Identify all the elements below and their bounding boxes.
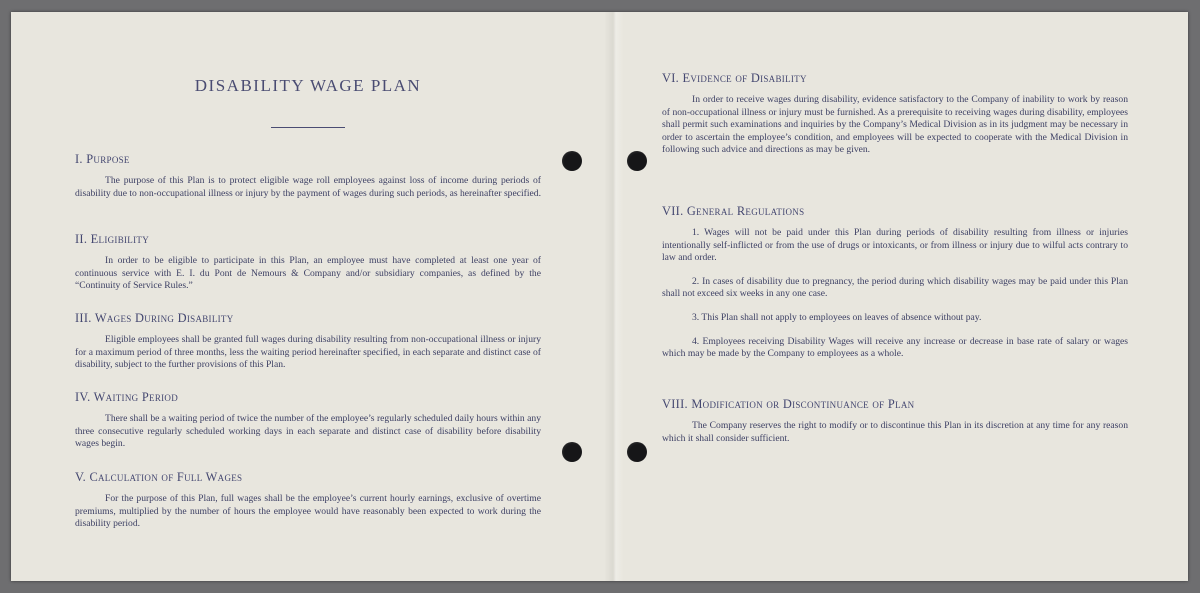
punch-hole xyxy=(562,151,582,171)
section-heading: II. Eligibility xyxy=(75,232,149,246)
punch-hole xyxy=(627,151,647,171)
title-divider xyxy=(271,127,345,128)
section-modification-or-discontinuance xyxy=(662,397,1128,445)
section-evidence-of-disability xyxy=(662,71,1128,157)
section-paragraph: There shall be a waiting period of twice the number of the employee’s regularly scheduled daily hours within any three consecutive regularly scheduled working days in each separate and distinct case of disability before disability wages begin. xyxy=(75,413,541,450)
section-paragraph: The Company reserves the right to modify or to discontinue this Plan in its discretion at any time for any reason which it shall consider sufficient. xyxy=(662,420,1128,444)
section-heading: I. Purpose xyxy=(75,152,130,166)
punch-hole xyxy=(562,442,582,462)
section-heading: VII. General Regulations xyxy=(662,204,805,218)
regulation-paragraph: 3. This Plan shall not apply to employees on leaves of absence without pay. xyxy=(692,311,982,323)
section-heading: VIII. Modification or Discontinuance of Plan xyxy=(662,397,915,411)
regulation-paragraph: 2. In cases of disability due to pregnancy, the period during which disability wages may be paid under this Plan shall not exceed six weeks in any one case. xyxy=(662,275,1128,300)
section-heading: III. Wages During Disability xyxy=(75,311,234,325)
section-general-regulations xyxy=(662,204,1128,361)
section-wages-during-disability xyxy=(75,311,541,372)
section-paragraph: In order to receive wages during disability, evidence satisfactory to the Company of inability to work by reason of non-occupational illness or injury must be furnished. As a prerequisite to receiving wages during disability, employees shall permit such examinations and inquiries by the Company’s Medical Division as in its judgment may be necessary in order to ascertain the employee’s condition, and employees will be expected to cooperate with the Medical Division in following such advice and directions as may be given. xyxy=(662,94,1128,156)
section-paragraph: For the purpose of this Plan, full wages shall be the employee’s current hourly earnings, exclusive of overtime premiums, multiplied by the number of hours the employee would have reasonably been expected to work during the disability period. xyxy=(75,493,541,530)
center-fold xyxy=(604,12,624,581)
section-calculation-of-full-wages xyxy=(75,470,541,531)
punch-hole xyxy=(627,442,647,462)
section-paragraph: The purpose of this Plan is to protect eligible wage roll employees against loss of income during periods of disability due to non-occupational illness or injury by the payment of wages during such periods, as hereinafter specified. xyxy=(75,175,541,199)
section-heading: VI. Evidence of Disability xyxy=(662,71,807,85)
document-title: DISABILITY WAGE PLAN xyxy=(194,76,422,95)
regulation-paragraph: 1. Wages will not be paid under this Plan during periods of disability resulting from illness or injuries intentionally self-inflicted or from the use of drugs or intoxicants, or from illness or injury due to wilful acts contrary to law and order. xyxy=(662,227,1128,264)
section-eligibility xyxy=(75,232,541,293)
section-paragraph: Eligible employees shall be granted full wages during disability resulting from non-occupational illness or injury for a maximum period of three months, less the waiting period hereinafter specified, in each separate and distinct case of disability, subject to the further provisions of this Plan. xyxy=(75,334,541,371)
section-purpose xyxy=(75,152,541,200)
document-sheet xyxy=(11,12,1188,581)
section-heading: IV. Waiting Period xyxy=(75,390,179,404)
section-heading: V. Calculation of Full Wages xyxy=(75,470,243,484)
section-waiting-period xyxy=(75,390,541,451)
regulation-paragraph: 4. Employees receiving Disability Wages will receive any increase or decrease in base rate of salary or wages which may be made by the Company to employees as a whole. xyxy=(662,335,1128,360)
section-paragraph: In order to be eligible to participate in this Plan, an employee must have completed at least one year of continuous service with E. I. du Pont de Nemours & Company and/or subsidiary companies, as defined by the “Continuity of Service Rules.” xyxy=(75,255,541,292)
